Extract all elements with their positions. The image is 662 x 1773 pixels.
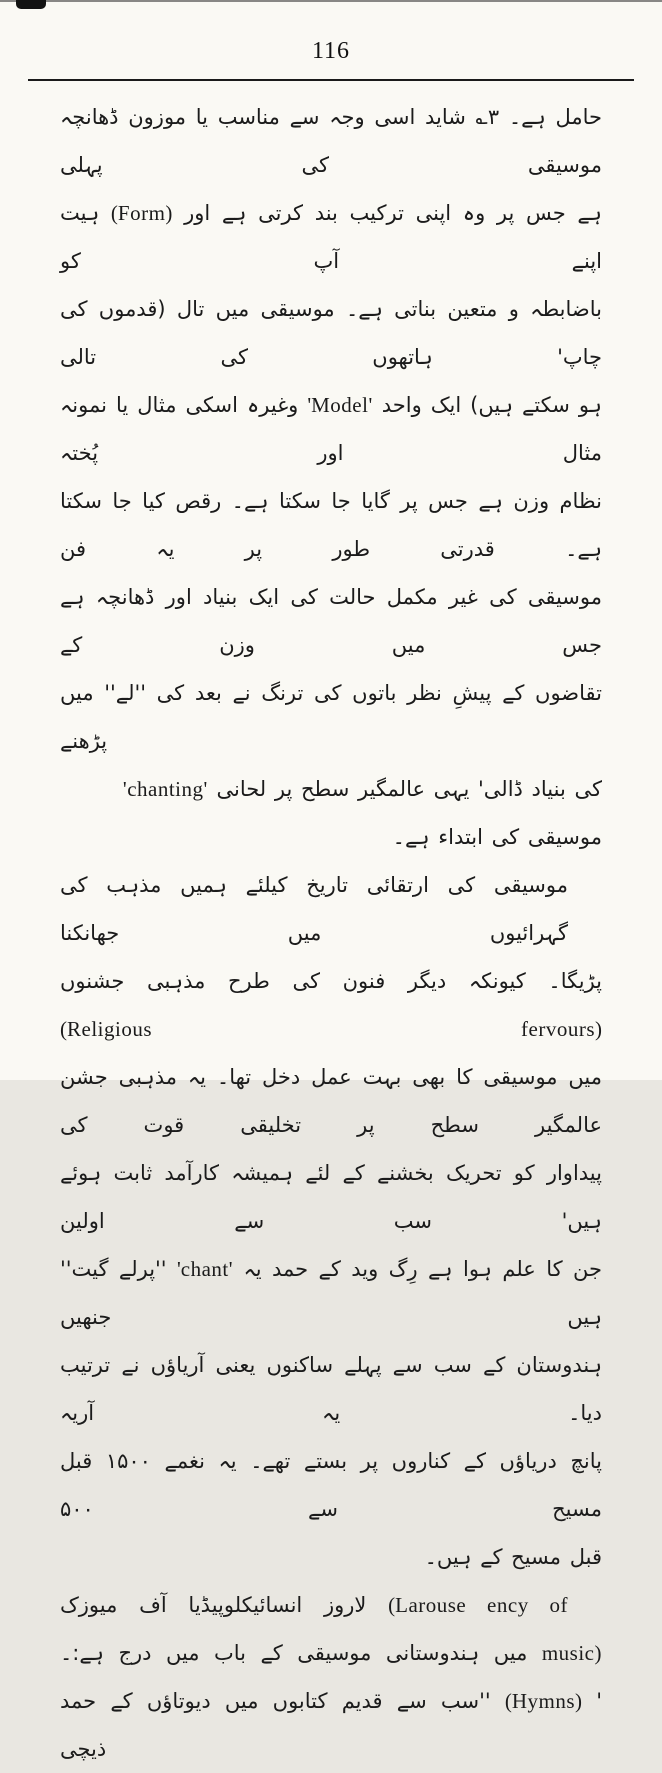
text-line bbox=[60, 189, 602, 285]
latin-text-segment: 'chant' bbox=[177, 1257, 234, 1281]
text-line bbox=[60, 1677, 602, 1773]
text-line bbox=[60, 381, 602, 477]
text-line bbox=[60, 1581, 602, 1629]
urdu-text-segment: ہو سکتے ہیں) ایک واحد مثال اور پُختہ bbox=[60, 393, 602, 465]
urdu-text-segment: میں ہندوستانی موسیقی کے باب میں درج ہے:۔ bbox=[60, 1641, 528, 1665]
scan-artifact-corner bbox=[16, 0, 46, 9]
urdu-text-segment: جن کا علم ہوا ہے رِگ وید کے حمد یہ ہیں جنھیں bbox=[60, 1257, 602, 1329]
text-line bbox=[60, 957, 602, 1053]
urdu-text-segment: میں موسیقی کا بھی بہت عمل دخل تھا۔ یہ مذہبی جشن عالمگیر سطح پر تخلیقی قوت کی bbox=[60, 1065, 602, 1137]
page-header bbox=[0, 0, 662, 81]
text-line bbox=[60, 1629, 602, 1677]
urdu-text-segment: حامل ہے۔ ۳؎ شاید اسی وجہ سے مناسب یا موزون ڈھانچہ موسیقی کی پہلی bbox=[60, 105, 602, 177]
text-line bbox=[60, 1149, 602, 1245]
text-line bbox=[60, 765, 602, 861]
text-line bbox=[60, 1533, 602, 1581]
text-line bbox=[60, 285, 602, 381]
urdu-text-segment: ''پرلے گیت'' bbox=[60, 1257, 167, 1281]
page-number: 116 bbox=[311, 38, 351, 64]
urdu-text-segment: ہے جس پر وہ اپنی ترکیب بند کرتی ہے اور اپنے آپ کو bbox=[60, 201, 602, 273]
urdu-text-segment: پڑیگا۔ کیونکہ دیگر فنون کی طرح مذہبی جشنوں bbox=[60, 969, 602, 993]
text-line bbox=[60, 93, 602, 189]
urdu-text-segment: موسیقی کی ارتقائی تاریخ کیلئے ہمیں مذہب کی گہرائیوں میں جھانکنا bbox=[60, 873, 568, 945]
urdu-text-segment: موسیقی کی غیر مکمل حالت کی ایک بنیاد اور ڈھانچہ ہے جس میں وزن کے bbox=[60, 585, 602, 657]
urdu-text-segment: ''سب سے قدیم کتابوں میں دیوتاؤں کے حمد bbox=[60, 1689, 491, 1713]
urdu-text-segment: پانچ دریاؤں کے کناروں پر بستے تھے۔ یہ نغمے ۱۵۰۰ قبل مسیح سے ۵۰۰ bbox=[60, 1449, 602, 1521]
latin-text-segment: (Religious fervours) bbox=[60, 1017, 602, 1041]
urdu-text-segment: کی بنیاد ڈالی' یہی عالمگیر سطح پر لحانی موسیقی کی ابتداء ہے۔ bbox=[216, 777, 602, 849]
latin-text-segment: (Hymns) bbox=[504, 1689, 582, 1713]
urdu-text-segment: لاروز انسائیکلوپیڈیا آف میوزک bbox=[60, 1593, 367, 1617]
urdu-text-segment: نظام وزن ہے جس پر گایا جا سکتا ہے۔ رقص کیا جا سکتا ہے۔ قدرتی طور پر یہ فن bbox=[60, 489, 602, 561]
latin-text-segment: (Larouse ency of bbox=[388, 1593, 568, 1617]
urdu-text-segment: باضابطہ و متعین بناتی ہے۔ موسیقی میں تال (قدموں کی چاپ' ہاتھوں کی تالی bbox=[60, 297, 602, 369]
scan-artifact-top-edge bbox=[0, 0, 662, 2]
latin-text-segment: 'chanting' bbox=[122, 777, 208, 801]
urdu-text-segment: تقاضوں کے پیشِ نظر باتوں کی ترنگ نے بعد کی ''لے'' میں پڑھنے bbox=[60, 681, 602, 753]
text-line bbox=[60, 1341, 602, 1437]
text-line bbox=[60, 1245, 602, 1341]
text-block bbox=[0, 81, 662, 1773]
text-line bbox=[60, 861, 602, 957]
urdu-text-segment: ہیت bbox=[60, 201, 100, 225]
urdu-text-segment: ' ذیچی bbox=[60, 1689, 602, 1761]
latin-text-segment: (Form) bbox=[110, 201, 173, 225]
text-line bbox=[60, 1053, 602, 1149]
latin-text-segment: music) bbox=[541, 1641, 602, 1665]
urdu-text-segment: پیداوار کو تحریک بخشنے کے لئے ہمیشہ کارآمد ثابت ہوئے ہیں' سب سے اولین bbox=[60, 1161, 602, 1233]
text-line bbox=[60, 1437, 602, 1533]
urdu-text-segment: قبل مسیح کے ہیں۔ bbox=[424, 1545, 602, 1569]
urdu-text-segment: وغیرہ اسکی مثال یا نمونہ bbox=[60, 393, 299, 417]
text-line bbox=[60, 573, 602, 669]
text-line bbox=[60, 669, 602, 765]
text-line bbox=[60, 477, 602, 573]
urdu-text-segment: ہندوستان کے سب سے پہلے ساکنوں یعنی آریاؤں نے ترتیب دیا۔ یہ آریہ bbox=[60, 1353, 602, 1425]
latin-text-segment: 'Model' bbox=[307, 393, 373, 417]
